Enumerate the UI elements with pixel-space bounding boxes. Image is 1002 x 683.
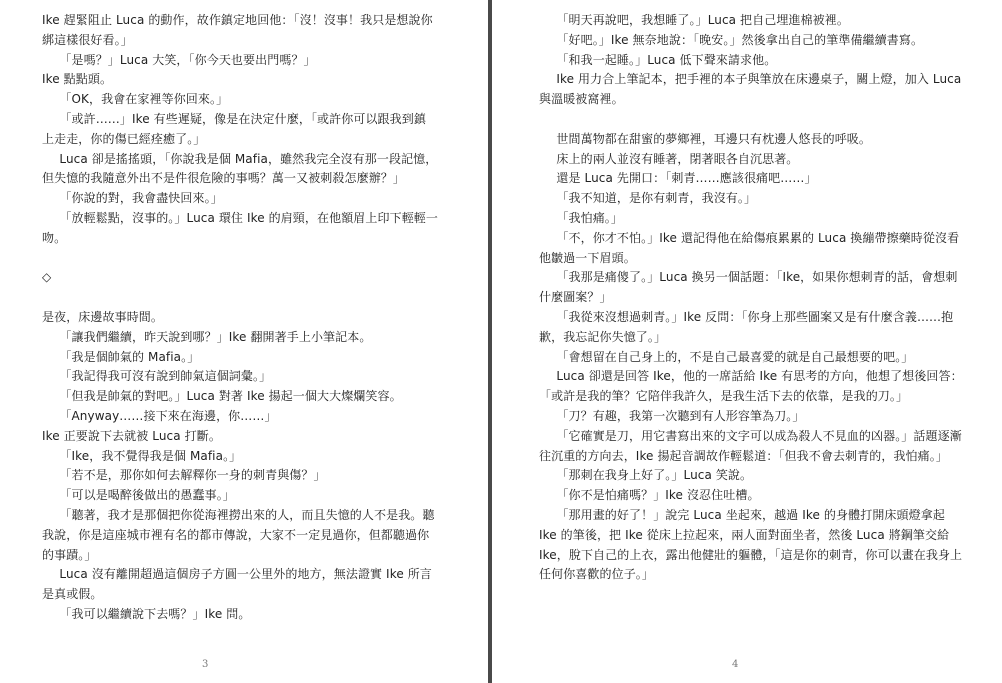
paragraph: 「你說的對，我會盡快回來。」 — [59, 191, 223, 206]
paragraph: 「那用畫的好了！」說完 Luca 坐起來，越過 Ike 的身體打開床頭燈拿起 Ike 的筆後，把 Ike 從床上拉起來，兩人面對面坐者，然後 Luca 將鋼筆交給 Ike，脫下自己的上衣，露出他健壯的軀體，「這是你的刺青，你可以畫在我身上任何你喜歡的位子。」 — [539, 507, 963, 582]
paragraph: 「若不是，那你如何去解釋你一身的刺青與傷？」 — [59, 468, 326, 483]
paragraph: Ike 正要說下去就被 Luca 打斷。 — [42, 428, 221, 443]
paragraph: 「我記得我可沒有說到帥氣這個詞彙。」 — [59, 369, 272, 384]
page-body-text — [539, 11, 963, 585]
page-4 — [492, 0, 1002, 683]
paragraph: Luca 沒有離開超過這個房子方圓一公里外的地方，無法證實 Ike 所言是真或假。 — [42, 567, 432, 602]
paragraph: 「OK，我會在家裡等你回來。」 — [59, 92, 229, 107]
paragraph: Luca 卻是搖搖頭，「你說我是個 Mafia，雖然我完全沒有那一段記憶，但失憶的我隨意外出不是件很危險的事嗎？萬一又被刺殺怎麼辦？」 — [42, 151, 438, 186]
paragraph: Ike 用力合上筆記本，把手裡的本子與筆放在床邊桌子，關上燈，加入 Luca 與溫暖被窩裡。 — [539, 72, 962, 107]
paragraph: 「放輕鬆點，沒事的。」Luca 環住 Ike 的肩頸，在他額眉上印下輕輕一吻。 — [42, 210, 439, 245]
paragraph: Luca 卻還是回答 Ike，他的一席話給 Ike 有思考的方向，他想了想後回答：「或許是我的筆？它陪伴我許久，是我生活下去的依靠，是我的刀。」 — [539, 369, 963, 404]
paragraph: 「我那是痛傻了。」Luca 換另一個話題：「Ike，如果你想刺青的話，會想刺什麼圖案？」 — [539, 270, 958, 305]
paragraph: 「我是個帥氣的 Mafia。」 — [59, 349, 200, 364]
page-3 — [0, 0, 488, 683]
paragraph: 「好吧。」Ike 無奈地說：「晚安。」然後拿出自己的筆準備繼續書寫。 — [556, 32, 924, 47]
page-number: 3 — [202, 659, 209, 670]
paragraph: 「我怕痛。」 — [556, 210, 623, 225]
paragraph: 「你不是怕痛嗎？」Ike 沒忍住吐槽。 — [556, 488, 760, 503]
paragraph: 「那刺在我身上好了。」Luca 笑說。 — [556, 468, 753, 483]
paragraph: 世間萬物都在甜蜜的夢鄉裡，耳邊只有枕邊人悠長的呼吸。 — [556, 131, 871, 146]
paragraph: 是夜，床邊故事時間。 — [42, 309, 164, 324]
paragraph: Ike 點點頭。 — [42, 72, 113, 87]
paragraph: 「刀？有趣，我第一次聽到有人形容筆為刀。」 — [556, 408, 805, 423]
paragraph: 「它確實是刀，用它書寫出來的文字可以成為殺人不見血的凶器。」話題逐漸往沉重的方向去，Ike 揚起音調故作輕鬆道：「但我不會去刺青的，我怕痛。」 — [539, 428, 962, 463]
paragraph: 「Anyway……接下來在海邊，你……」 — [59, 408, 277, 423]
blank-line — [539, 110, 963, 130]
paragraph: 「Ike，我不覺得我是個 Mafia。」 — [59, 448, 242, 463]
paragraph: 「聽著，我才是那個把你從海裡撈出來的人，而且失憶的人不是我。聽我說，你是這座城市裡有名的都市傳說，大家不一定見過你，但都聽過你的事蹟。」 — [42, 507, 435, 562]
paragraph: 「明天再說吧，我想睡了。」Luca 把自己埋進棉被裡。 — [556, 13, 849, 27]
paragraph: 「我不知道，是你有刺青，我沒有。」 — [556, 191, 757, 206]
paragraph: 「是嗎？」Luca 大笑，「你今天也要出門嗎？」 — [59, 52, 316, 67]
paragraph: 「會想留在自己身上的，不是自己最喜愛的就是自己最想要的吧。」 — [556, 349, 914, 364]
blank-line — [42, 288, 438, 308]
paragraph: 還是 Luca 先開口：「刺青……應該很痛吧……」 — [556, 171, 817, 186]
paragraph: 「讓我們繼續，昨天說到哪？」Ike 翻開著手上小筆記本。 — [59, 329, 372, 344]
section-separator: ◇ — [42, 270, 52, 285]
page-body-text — [42, 11, 438, 625]
paragraph: 「可以是喝醉後做出的愚蠢事。」 — [59, 488, 235, 503]
paragraph: 「或許……」Ike 有些遲疑，像是在決定什麼，「或許你可以跟我到鎮上走走，你的傷已經痊癒了。」 — [42, 111, 426, 146]
paragraph: 「我從來沒想過刺青。」Ike 反問：「你身上那些圖案又是有什麼含義……抱歉，我忘記你失憶了。」 — [539, 309, 954, 344]
paragraph: 「不，你才不怕。」Ike 還記得他在給傷痕累累的 Luca 換繃帶擦藥時從沒看他皺過一下眉頭。 — [539, 230, 960, 265]
paragraph: 床上的兩人並沒有睡著，閉著眼各自沉思著。 — [556, 151, 799, 166]
paragraph: 「和我一起睡。」Luca 低下聲來請求他。 — [556, 52, 777, 67]
paragraph: 「我可以繼續說下去嗎？」Ike 問。 — [59, 606, 251, 621]
page-number: 4 — [732, 659, 739, 670]
paragraph: Ike 趕緊阻止 Luca 的動作，故作鎮定地回他：「沒！沒事！我只是想說你綁這樣很好看。」 — [42, 13, 433, 47]
blank-line — [42, 249, 438, 269]
paragraph: 「但我是帥氣的對吧。」Luca 對著 Ike 揚起一個大大燦爛笑容。 — [59, 389, 402, 404]
